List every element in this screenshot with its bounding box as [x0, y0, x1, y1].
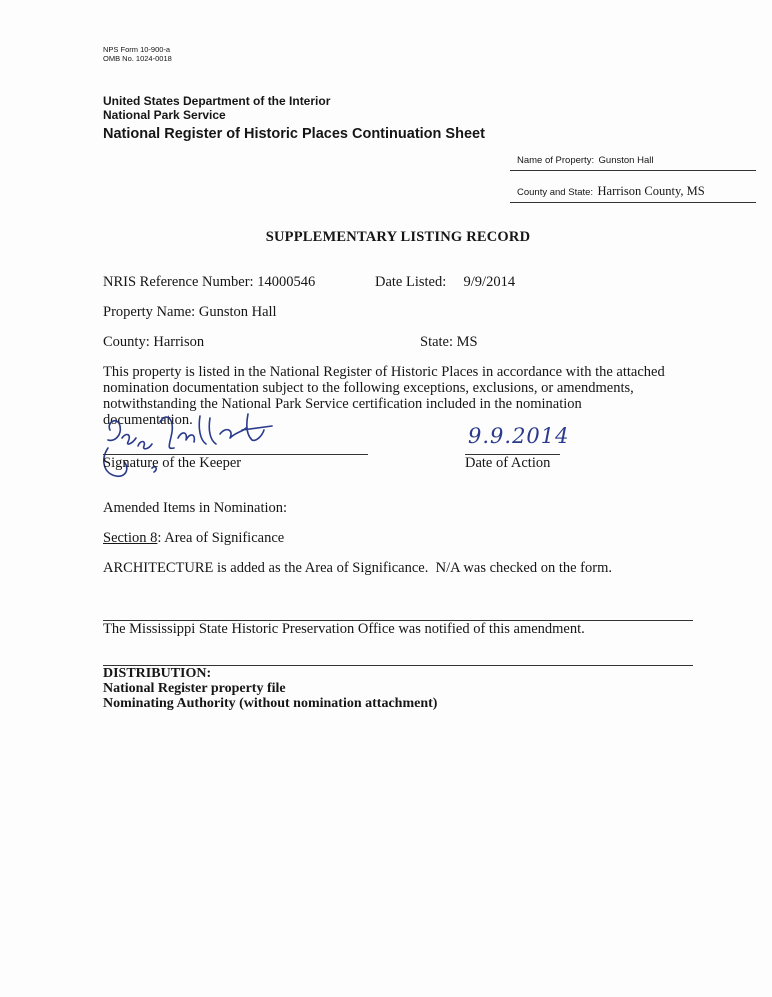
nris-label: NRIS Reference Number:: [103, 274, 254, 290]
keeper-signature-label: Signature of the Keeper: [103, 455, 242, 471]
state-line: [420, 334, 478, 350]
record-title: SUPPLEMENTARY LISTING RECORD: [265, 229, 531, 245]
statement-line: nomination documentation subject to the following exceptions, exclusions, or amendments,: [103, 380, 634, 396]
county-label: County:: [103, 334, 150, 350]
section-description: : Area of Significance: [157, 530, 285, 546]
amendment-detail: ARCHITECTURE is added as the Area of Significance. N/A was checked on the form.: [103, 560, 612, 576]
notification-text: The Mississippi State Historic Preservation Office was notified of this amendment.: [103, 621, 585, 637]
handwritten-date: 9.9.2014: [468, 424, 570, 448]
property-name-label: Name of Property:: [517, 155, 595, 166]
section-line: [103, 530, 284, 546]
distribution-block: [103, 666, 437, 711]
county-value: Harrison: [153, 334, 205, 350]
state-label: State:: [420, 334, 454, 350]
county-state-value: Harrison County, MS: [597, 184, 705, 198]
divider-line: [510, 170, 756, 171]
nris-value: 14000546: [257, 274, 316, 290]
distribution-heading: DISTRIBUTION:: [103, 666, 212, 681]
county-state-label: County and State:: [517, 187, 594, 198]
distribution-item: National Register property file: [103, 681, 286, 696]
service-name: National Park Service: [103, 108, 226, 122]
statement-line: This property is listed in the National Register of Historic Places in accordance with the attached: [103, 364, 665, 380]
property-name-value-2: Gunston Hall: [198, 304, 277, 320]
handwritten-signature: [96, 408, 286, 488]
county-line: [103, 334, 204, 350]
statement-line: documentation.: [103, 412, 193, 428]
form-number-block: [103, 45, 172, 63]
divider-line: [510, 202, 756, 203]
form-number: NPS Form 10-900-a: [103, 45, 171, 54]
nris-row: [103, 274, 315, 290]
distribution-item: Nominating Authority (without nomination attachment): [103, 696, 438, 711]
property-name-label-2: Property Name:: [103, 304, 196, 320]
section-label: Section 8: [103, 530, 158, 546]
property-name-row: [517, 150, 653, 168]
state-value: MS: [456, 334, 478, 350]
date-listed-label: Date Listed:: [375, 274, 447, 290]
county-state-row: [517, 182, 705, 200]
omb-number: OMB No. 1024-0018: [103, 54, 172, 63]
property-name-line: [103, 304, 277, 320]
date-listed-row: [375, 274, 515, 290]
amended-items-heading: Amended Items in Nomination:: [103, 500, 288, 516]
agency-header: [103, 94, 330, 122]
statement-line: notwithstanding the National Park Service certification included in the nomination: [103, 396, 582, 412]
date-listed-value: 9/9/2014: [463, 274, 516, 290]
page-title: National Register of Historic Places Continuation Sheet: [103, 126, 485, 142]
department-name: United States Department of the Interior: [103, 94, 331, 108]
date-of-action-label: Date of Action: [465, 455, 551, 471]
property-name-value: Gunston Hall: [598, 155, 654, 166]
